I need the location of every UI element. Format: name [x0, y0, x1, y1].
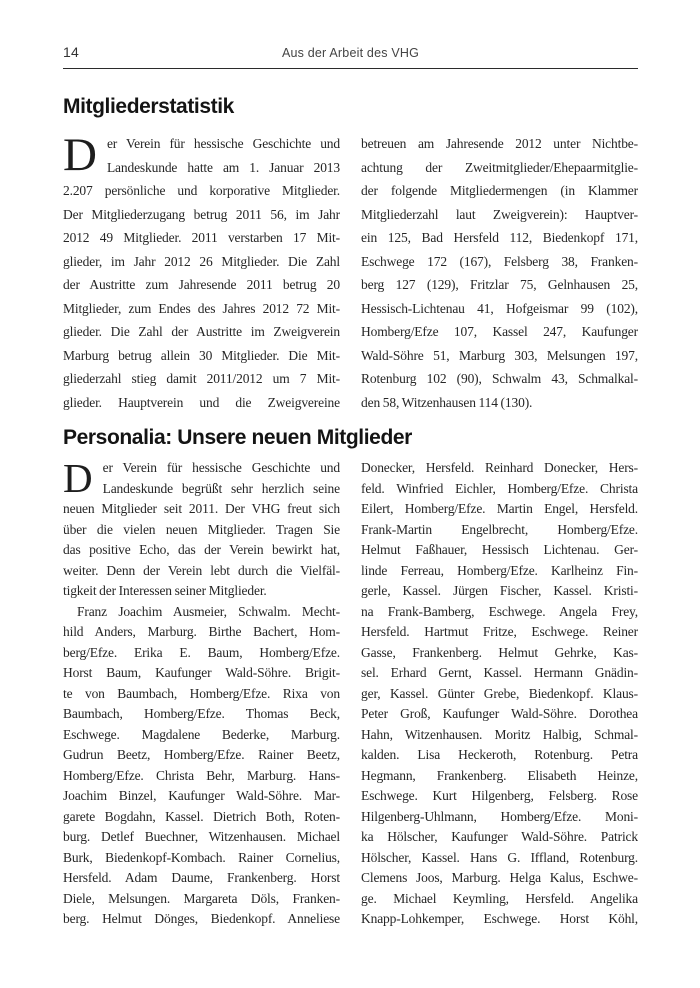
- right-column: [361, 458, 638, 930]
- text-line: Diele, Melsungen. Margareta Döls, Franken-: [63, 890, 340, 906]
- text-line: kalden. Lisa Heckeroth, Rotenburg. Petra: [361, 747, 638, 762]
- text-line: sel. Erhard Gernt, Kassel. Hermann Gnädin-: [361, 665, 638, 680]
- text-line: Hölscher, Kassel. Hans G. Iffland, Rotenburg.: [361, 849, 638, 865]
- text-line: Horst Baum, Kaufunger Wald-Söhre. Brigit-: [63, 665, 340, 680]
- section-mitgliederstatistik: [63, 95, 638, 414]
- text-line: Joachim Binzel, Kaufunger Wald-Söhre. Mar-: [63, 788, 340, 803]
- text-line: hild Anders, Marburg. Birthe Bachert, Hom-: [63, 624, 340, 639]
- text-line: Hersfeld. Adam Daume, Frankenberg. Horst: [63, 870, 340, 885]
- text-line: Gasse, Frankenberg. Helmut Gehrke, Kas-: [361, 644, 638, 660]
- text-line: Landeskunde hatte am 1. Januar 2013: [106, 159, 340, 175]
- text-line: Clemens Joos, Marburg. Helga Kalus, Eschwe-: [361, 870, 638, 885]
- text-line: tigkeit der Interessen seiner Mitglieder.: [63, 583, 267, 598]
- text-line: feld. Winfried Eichler, Homberg/Efze. Christa: [361, 480, 638, 496]
- text-line: Mitglieder, zum Endes des Jahres 2012 72 Mit-: [63, 300, 340, 316]
- text-line: Frank-Martin Engelbrecht, Homberg/Efze.: [361, 521, 638, 537]
- text-line: Mitgliederzahl laut Zweigverein): Hauptver-: [361, 206, 638, 222]
- two-column-text: [63, 129, 638, 414]
- text-line: Hegmann, Frankenberg. Elisabeth Heinze,: [361, 767, 638, 783]
- text-line: neuen Mitglieder seit 2011. Der VHG freut sich: [63, 501, 340, 516]
- text-line: linde Ferreau, Homberg/Efze. Karlheinz Fin-: [361, 562, 638, 578]
- text-line: den 58, Witzenhausen 114 (130).: [361, 394, 533, 410]
- text-line: glieder, im Jahr 2012 26 Mitglieder. Die Zahl: [63, 253, 340, 269]
- text-line: der folgende Mitgliedermengen (in Klammer: [361, 183, 638, 198]
- text-line: Donecker, Hersfeld. Reinhard Donecker, Hers-: [361, 460, 638, 475]
- text-line: das positive Echo, das der Verein bewirkt hat,: [63, 542, 340, 557]
- text-line: Baumbach, Homberg/Efze. Thomas Beck,: [63, 706, 340, 721]
- text-line: burg. Detlef Buechner, Witzenhausen. Michael: [63, 829, 340, 844]
- text-line: Wald-Söhre 51, Marburg 303, Melsungen 197,: [361, 347, 638, 363]
- text-line: betreuen am Jahresende 2012 unter Nichtbe-: [361, 136, 638, 151]
- text-line: ge. Michael Keymling, Hersfeld. Angelika: [361, 890, 638, 906]
- text-line: Marburg betrug allein 30 Mitglieder. Die Mit-: [63, 347, 340, 363]
- text-line: Peter Groß, Kaufunger Wald-Söhre. Dorothea: [361, 706, 638, 721]
- left-column: [63, 455, 340, 930]
- text-line: Landeskunde begrüßt sehr herzlich seine: [102, 480, 340, 496]
- text-line: der Austritte zum Jahresende 2011 betrug 20: [63, 277, 340, 292]
- text-line: über die vielen neuen Mitglieder. Tragen Sie: [63, 521, 340, 537]
- text-line: Hersfeld. Hartmut Fritze, Eschwege. Reiner: [361, 624, 638, 639]
- text-line: Eilert, Homberg/Efze. Martin Engel, Hersfeld.: [361, 501, 638, 516]
- text-line: ein 125, Bad Hersfeld 112, Biedenkopf 171,: [361, 230, 638, 245]
- text-line: 2.207 persönliche und korporative Mitglieder.: [63, 183, 340, 198]
- text-line: Franz Joachim Ausmeier, Schwalm. Mecht-: [77, 603, 340, 619]
- text-line: er Verein für hessische Geschichte und: [106, 136, 340, 151]
- text-line: berg. Helmut Dönges, Biedenkopf. Anneliese: [63, 911, 340, 926]
- text-line: garete Bogdahn, Kassel. Dietrich Both, Roten-: [63, 808, 340, 824]
- text-line: Rotenburg 102 (90), Schwalm 43, Schmalkal-: [361, 371, 638, 386]
- text-line: Hessisch-Lichtenau 41, Hofgeismar 99 (102),: [361, 300, 638, 316]
- text-line: glieder. Hauptverein und die Zweigvereine: [63, 394, 340, 410]
- section-heading-mitgliederstatistik: Mitgliederstatistik: [63, 95, 234, 118]
- text-line: Eschwege 172 (167), Felsberg 38, Franken-: [361, 253, 638, 269]
- text-line: achtung der Zweitmitglieder/Ehepaarmitglie-: [361, 159, 638, 175]
- section-personalia: [63, 426, 638, 930]
- text-line: Eschwege. Kurt Hilgenberg, Felsberg. Rose: [361, 788, 638, 803]
- text-line: Der Mitgliederzugang betrug 2011 56, im Jahr: [63, 206, 340, 222]
- text-line: weiter. Denn der Verein lebt durch die Vielfäl-: [63, 562, 340, 578]
- running-header: [63, 44, 638, 69]
- text-line: Hilgenberg-Uhlmann, Homberg/Efze. Moni-: [361, 808, 638, 824]
- text-line: Helmut Faßhauer, Hessisch Lichtenau. Ger-: [361, 542, 638, 557]
- text-line: Eschwege. Magdalene Bederke, Marburg.: [63, 726, 340, 742]
- text-line: Knapp-Lohkemper, Eschwege. Horst Köhl,: [361, 911, 638, 926]
- text-line: berg 127 (129), Fritzlar 75, Gelnhausen 25,: [361, 277, 638, 292]
- text-line: te von Baumbach, Homberg/Efze. Rixa von: [63, 685, 340, 701]
- right-column: [361, 132, 638, 414]
- text-line: Homberg/Efze. Christa Behr, Marburg. Hans-: [63, 767, 340, 783]
- left-column: [63, 129, 340, 414]
- running-title: Aus der Arbeit des VHG: [281, 46, 420, 60]
- text-line: ka Hölscher, Kaufunger Wald-Söhre. Patrick: [361, 829, 638, 844]
- page-number: 14: [63, 44, 79, 60]
- text-line: Homberg/Efze 107, Kassel 247, Kaufunger: [361, 324, 638, 339]
- section-heading-personalia: Personalia: Unsere neuen Mitglieder: [63, 426, 412, 449]
- two-column-text: [63, 455, 638, 930]
- text-line: glieder. Die Zahl der Austritte im Zweigverein: [63, 324, 340, 339]
- drop-cap: D: [63, 455, 93, 501]
- text-line: gerle, Kassel. Jürgen Fischer, Kassel. Kristi-: [361, 583, 638, 598]
- text-line: na Frank-Bamberg, Eschwege. Angela Frey,: [361, 603, 638, 619]
- text-line: Gudrun Beetz, Homberg/Efze. Rainer Beetz,: [63, 747, 340, 762]
- text-line: Burk, Biedenkopf-Kombach. Rainer Cornelius,: [63, 849, 340, 865]
- text-line: Hahn, Witzenhausen. Moritz Halbig, Schmal-: [361, 726, 638, 742]
- text-line: er Verein für hessische Geschichte und: [102, 460, 340, 475]
- text-line: 2012 49 Mitglieder. 2011 verstarben 17 Mit-: [63, 230, 340, 245]
- drop-cap: D: [63, 129, 97, 181]
- text-line: gliederzahl stieg damit 2011/2012 um 7 Mit-: [63, 371, 340, 386]
- text-line: ger, Kassel. Günter Grebe, Biedenkopf. Klaus-: [361, 685, 638, 701]
- text-line: berg/Efze. Erika E. Baum, Homberg/Efze.: [63, 644, 340, 660]
